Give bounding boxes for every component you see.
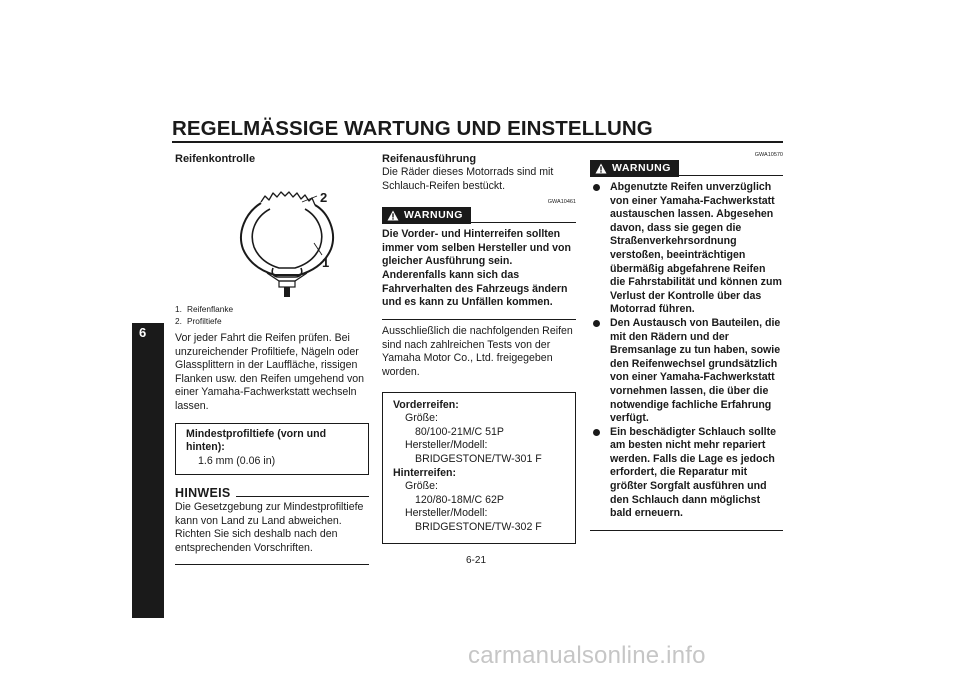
tire-cross-section-illustration xyxy=(175,169,369,297)
spec-value: 1.6 mm (0.06 in) xyxy=(198,454,276,467)
warning-badge: WARNUNG xyxy=(382,207,471,224)
warning-block xyxy=(590,152,783,531)
warning-bullet-list xyxy=(590,181,783,521)
column-right xyxy=(590,152,783,531)
tire-check-text: Vor jeder Fahrt die Reifen prüfen. Bei unzureichender Profiltiefe, Nägeln oder Glassplittern in der Lauffläche, rissigen Flanken usw. den Reifen umgehend von einer Yamaha-Fachwerkstatt wechseln lassen. xyxy=(175,332,365,412)
rear-tire-label: Hinterreifen: xyxy=(393,466,456,479)
column-left xyxy=(175,152,369,565)
callout-2: 2 xyxy=(320,190,328,205)
callout-1: 1 xyxy=(322,255,330,270)
spec-label: Mindestprofiltiefe (vorn und hinten): xyxy=(186,427,327,454)
chapter-number: 6 xyxy=(139,325,147,340)
title-rule xyxy=(172,141,783,143)
warning-triangle-icon xyxy=(387,210,399,221)
min-tread-depth-box xyxy=(175,423,369,476)
approved-tires-box: Vorderreifen: Größe: 80/100-21M/C 51P Hersteller/Modell: BRIDGESTONE/TW-301 F Hinterreifen: Größe: 120/80-18M/C 62P Hersteller/Modell: BRIDGESTONE/TW-302 F xyxy=(382,392,576,544)
front-tire-label: Vorderreifen: xyxy=(393,398,459,411)
list-item: Den Austausch von Bauteilen, die mit den Rädern und der Bremsanlage zu tun haben, sowie den Reifenwechsel grundsätzlich von einer Yamaha-Fachwerkstatt vornehmen lassen, die über die notwendige fachliche Erfahrung verfügt. xyxy=(590,317,783,426)
chapter-tab xyxy=(132,323,164,618)
note-header xyxy=(175,487,369,501)
warning-end-rule xyxy=(590,530,783,532)
warning-code: GWA10461 xyxy=(547,199,576,206)
bullet-icon xyxy=(593,320,600,327)
watermark: carmanualsonline.info xyxy=(468,642,706,669)
page-number: 6-21 xyxy=(466,555,487,566)
legend-item: 1. Reifenflanke xyxy=(175,304,234,314)
warning-code: GWA10570 xyxy=(754,152,783,158)
warning-end-rule xyxy=(382,319,576,321)
bullet-icon xyxy=(593,184,600,191)
warning-triangle-icon xyxy=(595,163,607,174)
note-text: Die Gesetzgebung zur Mindestprofiltiefe kann von Land zu Land abweichen. Richten Sie sich deshalb nach den entsprechenden Vorschriften. xyxy=(175,500,364,554)
figure-legend xyxy=(175,303,369,327)
tire-type-intro: Die Räder dieses Motorrads sind mit Schlauch-Reifen bestückt. xyxy=(382,166,554,192)
warning-block xyxy=(382,199,576,320)
front-tire-model: BRIDGESTONE/TW-301 F xyxy=(415,453,542,465)
warning-text: Die Vorder- und Hinterreifen sollten immer vom selben Hersteller und von gleicher Ausführung sein. Anderenfalls kann sich das Fahrverhalten des Fahrzeugs ändern und es kann zu Unfällen kommen. xyxy=(382,228,571,309)
legend-item: 2. Profiltiefe xyxy=(175,316,222,326)
section-heading-tire-type: Reifenausführung xyxy=(382,153,477,165)
warning-badge: WARNUNG xyxy=(590,160,679,177)
list-item: Abgenutzte Reifen unverzüglich von einer Yamaha-Fachwerkstatt austauschen lassen. Abgesehen davon, dass sie gegen die Straßenverkehrsordnung verstoßen, beeinträchtigen übermäßig abgefahrene Reifen die Fahrstabilität und können zum Verlust der Kontrolle über das Motorrad führen. xyxy=(590,181,783,317)
tire-cross-section-figure xyxy=(175,169,369,297)
rear-tire-size: 120/80-18M/C 62P xyxy=(415,493,504,506)
rear-tire-model: BRIDGESTONE/TW-302 F xyxy=(415,520,542,533)
page-title: REGELMÄSSIGE WARTUNG UND EINSTELLUNG xyxy=(172,117,653,140)
bullet-icon xyxy=(593,429,600,436)
note-end-rule xyxy=(175,564,369,565)
section-heading-tire-check: Reifenkontrolle xyxy=(175,153,256,165)
approved-tires-text: Ausschließlich die nachfolgenden Reifen sind nach zahlreichen Tests von der Yamaha Motor Co., Ltd. freigegeben worden. xyxy=(382,325,573,379)
note-label: HINWEIS xyxy=(175,486,231,501)
column-middle xyxy=(382,152,576,544)
front-tire-size: 80/100-21M/C 51P xyxy=(415,425,504,438)
list-item: Ein beschädigter Schlauch sollte am besten nicht mehr repariert werden. Falls die Lage es jedoch erfordert, die Reparatur mit größter Sorgfalt ausführen und den Schlauch dann möglichst bald erneuern. xyxy=(590,426,783,521)
